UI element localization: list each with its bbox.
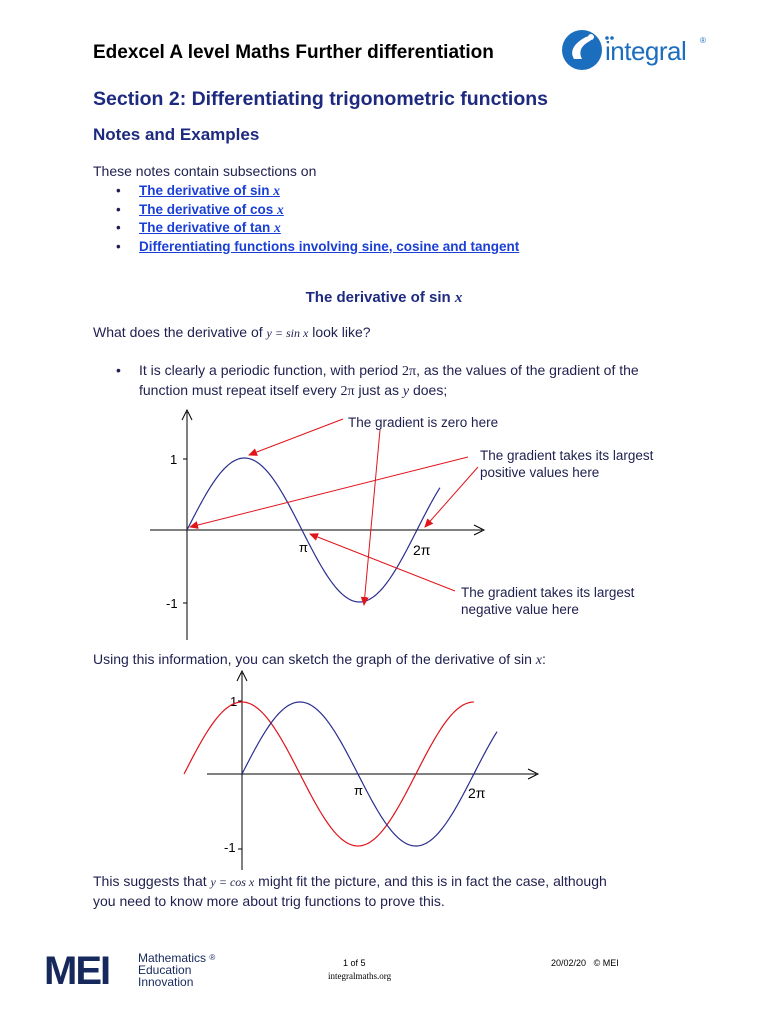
mei-logo-mark: MEI: [44, 949, 110, 993]
annotation-arrow: [364, 430, 380, 605]
subsection-list: [116, 182, 519, 256]
x-tick-label-2pi: 2π: [468, 785, 486, 801]
conclusion-paragraph: This suggests that y = cos x might fit the picture, and this is in fact the case, although you need to know more about trig functions to prove this.: [93, 873, 607, 909]
link-derivative-tan[interactable]: The derivative of tan x: [139, 220, 281, 235]
page-number: 1 of 5: [343, 958, 366, 968]
link-derivative-sin[interactable]: The derivative of sin x: [139, 183, 281, 198]
y-tick-label-top: 1: [230, 694, 238, 709]
integral-logo-text: integral: [605, 36, 687, 66]
derivative-sketch-graph: [0, 670, 768, 875]
section-title: Section 2: Differentiating trigonometric functions: [93, 88, 549, 110]
list-item: [116, 182, 519, 201]
link-derivative-cos[interactable]: The derivative of cos x: [139, 201, 284, 217]
sketch-paragraph: Using this information, you can sketch the graph of the derivative of sin x:: [93, 651, 546, 668]
link-differentiating-trig[interactable]: Differentiating functions involving sine, cosine and tangent: [139, 238, 520, 254]
annotation-zero-gradient: The gradient is zero here: [348, 415, 499, 430]
annotation-arrow: [249, 419, 343, 455]
document-title: Edexcel A level Maths Further differentiation: [93, 42, 494, 63]
bullet: •: [116, 220, 121, 235]
question-text: What does the derivative of y = sin x look like?: [93, 324, 371, 340]
periodic-bullet: • It is clearly a periodic function, with period 2π, as the values of the gradient of the function must repeat itself every 2π just as y does;: [116, 362, 639, 399]
y-tick-label-top: 1: [170, 452, 178, 467]
integral-logo: [560, 27, 710, 77]
footer-date: 20/02/20 © MEI: [551, 958, 619, 968]
notes-title: Notes and Examples: [93, 125, 260, 144]
annotation-arrow: [425, 467, 478, 527]
bullet: •: [116, 238, 121, 254]
annotation-negative-gradient: The gradient takes its largest: [461, 585, 635, 600]
x-tick-label-pi: π: [299, 540, 308, 555]
y-tick-label-bottom: -1: [166, 596, 178, 611]
annotation-arrow: [190, 457, 468, 527]
annotation-negative-gradient: negative value here: [461, 602, 579, 617]
mei-logo: [44, 951, 109, 991]
bullet: •: [116, 183, 121, 198]
list-item: [116, 238, 519, 257]
list-item: [116, 219, 519, 238]
bullet: •: [116, 362, 121, 378]
x-tick-label-pi: π: [354, 783, 363, 798]
annotation-positive-gradient: positive values here: [480, 465, 600, 480]
registered-mark: ®: [700, 36, 706, 45]
bullet: •: [116, 201, 121, 217]
subsection-heading: The derivative of sin x: [305, 289, 463, 306]
sine-gradient-graph: [0, 400, 768, 650]
intro-text: These notes contain subsections on: [93, 163, 317, 179]
list-item: [116, 201, 519, 220]
footer-url: integralmaths.org: [328, 971, 392, 981]
mei-wordmark: Mathematics ® Education Innovation: [138, 951, 216, 989]
y-tick-label-bottom: -1: [224, 840, 236, 855]
x-tick-label-2pi: 2π: [413, 542, 431, 558]
annotation-positive-gradient: The gradient takes its largest: [480, 448, 654, 463]
